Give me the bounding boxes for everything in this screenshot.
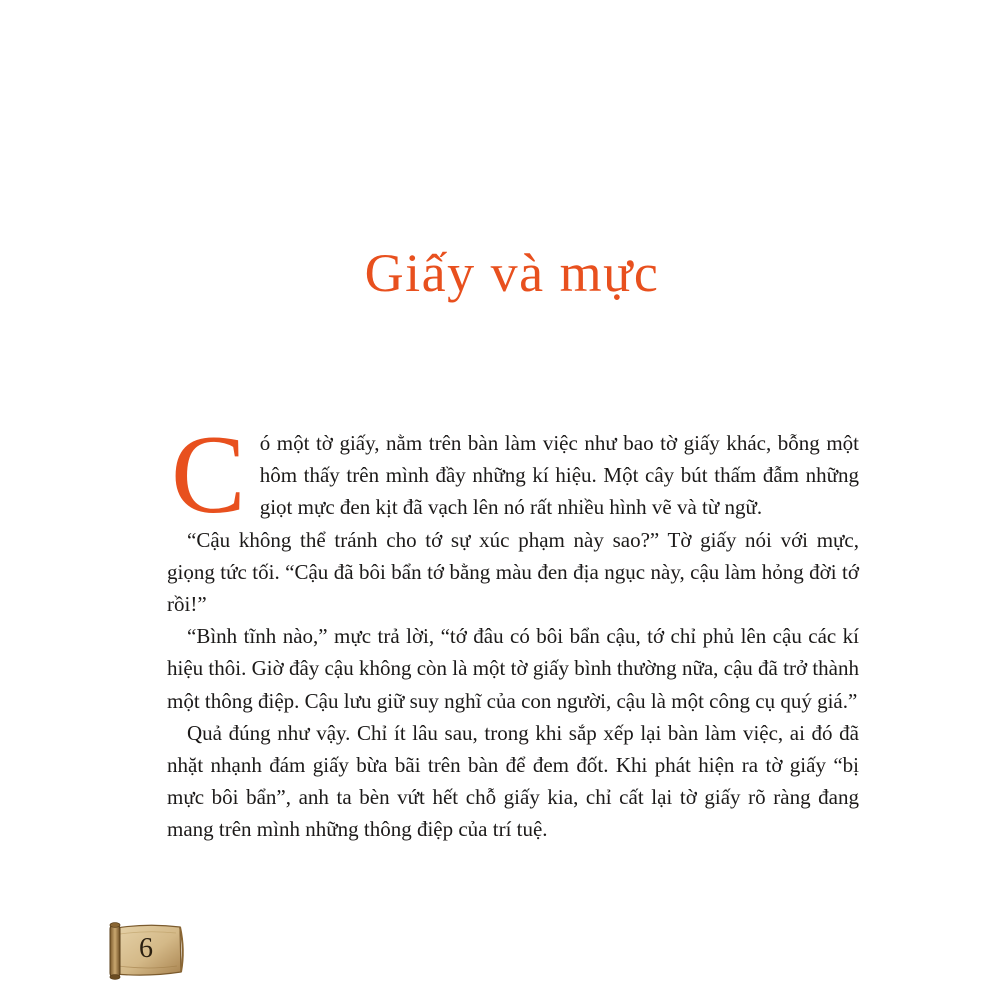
paragraph-1-text: ó một tờ giấy, nằm trên bàn làm việc như bao tờ giấy khác, bỗng một hôm thấy trên mình đầy những kí hiệu. Một cây bút thấm đẫm những giọt mực đen kịt đã vạch lên nó rất nhiều hình vẽ và từ ngữ. — [259, 431, 859, 520]
page-number: 6 — [139, 933, 153, 964]
paragraph-1 — [167, 413, 859, 537]
paragraph-2: “Cậu không thể tránh cho tớ sự xúc phạm này sao?” Tờ giấy nói với mực, giọng tức tối. “Cậu đã bôi bẩn tớ bằng màu đen địa ngục này, cậu làm hỏng đời tớ rồi!” — [167, 527, 859, 617]
drop-cap: C — [171, 413, 246, 537]
paragraph-4: Quả đúng như vậy. Chỉ ít lâu sau, trong khi sắp xếp lại bàn làm việc, ai đó đã nhặt nhạnh đám giấy bừa bãi trên bàn để đem đốt. Khi phát hiện ra tờ giấy “bị mực bôi bẩn”, anh ta bèn vứt hết chỗ giấy kia, chỉ cất lại tờ giấy rõ ràng đang mang trên mình những thông điệp của trí tuệ. — [167, 720, 859, 842]
paragraph-3: “Bình tĩnh nào,” mực trả lời, “tớ đâu có bôi bẩn cậu, tớ chỉ phủ lên cậu các kí hiệu thôi. Giờ đây cậu không còn là một tờ giấy bình thường nữa, cậu đã trở thành một thông điệp. Cậu lưu giữ suy nghĩ của con người, cậu là một công cụ quý giá.” — [167, 624, 859, 713]
chapter-title: Giấy và mực — [364, 243, 660, 303]
story-text — [167, 413, 859, 846]
page-number-badge — [108, 920, 188, 984]
